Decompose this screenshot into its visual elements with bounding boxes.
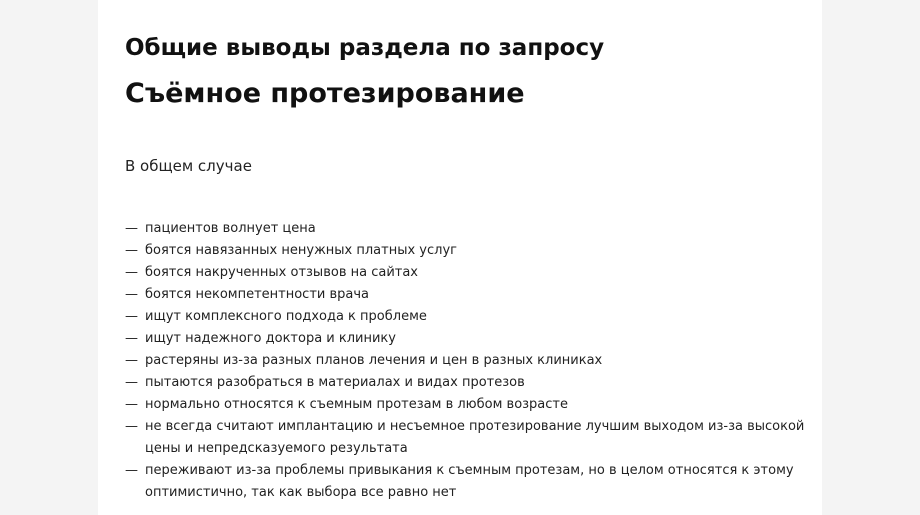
list-item [125,262,815,284]
section-heading: Общие выводы раздела по запросу [125,35,605,61]
dash-bullet: — [125,309,138,324]
list-item-text: нормально относятся к съемным протезам в любом возрасте [145,397,568,412]
list-item [125,394,815,416]
list-item-text: растеряны из-за разных планов лечения и цен в разных клиниках [145,353,603,368]
dash-bullet: — [125,243,138,258]
dash-bullet: — [125,463,138,478]
list-item-text: ищут комплексного подхода к проблеме [145,309,427,324]
list-item-text: боятся навязанных ненужных платных услуг [145,243,457,258]
dash-bullet: — [125,331,138,346]
list-item-text: боятся некомпетентности врача [145,287,369,302]
dash-bullet: — [125,287,138,302]
dash-bullet: — [125,221,138,236]
list-item-text: ищут надежного доктора и клинику [145,331,396,346]
dash-bullet: — [125,397,138,412]
list-item [125,372,815,394]
list-item [125,460,815,504]
list-item-text: боятся накрученных отзывов на сайтах [145,265,418,280]
list-item-text: пытаются разобраться в материалах и видах протезов [145,375,525,390]
list-item-text: не всегда считают имплантацию и несъемное протезирование лучшим выходом из-за высокой цены и непредсказуемого результата [145,419,805,456]
list-item-text: пациентов волнует цена [145,221,316,236]
query-title: Съёмное протезирование [125,78,525,109]
document-page [98,0,822,515]
dash-bullet: — [125,375,138,390]
dash-bullet: — [125,265,138,280]
list-item-text: переживают из-за проблемы привыкания к съемным протезам, но в целом относятся к этому оптимистично, так как выбора все равно нет [145,463,794,500]
dash-bullet: — [125,419,138,434]
findings-list [125,218,815,504]
list-item [125,350,815,372]
list-item [125,284,815,306]
list-item [125,240,815,262]
list-item [125,306,815,328]
list-item [125,218,815,240]
list-item [125,416,815,460]
dash-bullet: — [125,353,138,368]
intro-text: В общем случае [125,157,252,175]
list-item [125,328,815,350]
